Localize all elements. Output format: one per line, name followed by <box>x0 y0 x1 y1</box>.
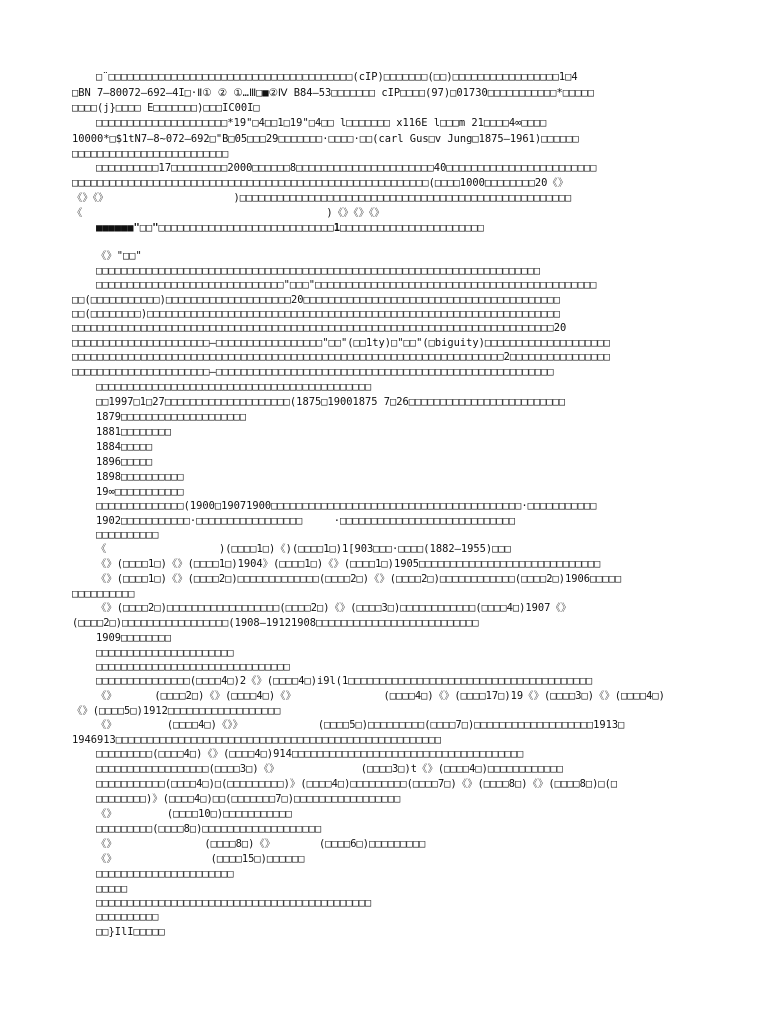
text-line: □□□□□□□□□□□□□□□□□□□□□□ <box>96 647 234 659</box>
text-line: 《》 (□□□□2□)《》(□□□□4□)《》 (□□□□4□)《》(□□□□17□)19《》(□□□□3□)《》(□□□□4□) <box>96 690 665 702</box>
text-line: (□□□□2□)□□□□□□□□□□□□□□□□□(1908—19121908□□□□□□□□□□□□□□□□□□□□□□□□□□ <box>72 617 479 629</box>
text-line: 《》(□□□□1□)《》(□□□□2□)□□□□□□□□□□□□□(□□□□2□)《》(□□□□2□)□□□□□□□□□□□□(□□□□2□)1906□□□□□ <box>96 573 622 585</box>
text-line: 《》(□□□□2□)□□□□□□□□□□□□□□□□□□(□□□□2□)《》(□□□□3□)□□□□□□□□□□□□(□□□□4□)1907《》 <box>96 602 572 614</box>
section-heading: ■■■■■■"□□"□□□□□□□□□□□□□□□□□□□□□□□□□□□□1□□□□□□□□□□□□□□□□□□□□□□□ <box>96 222 484 234</box>
text-line: 《》《》 )□□□□□□□□□□□□□□□□□□□□□□□□□□□□□□□□□□□□□□□□□□□□□□□□□□□□□ <box>72 192 572 204</box>
text-line: □□□□□□□□□□□□□□□□□□□□□□□□□□□□□□□□□□□□□□□□□□□□□□□□□□□□□□□□□□□□□□□□□□□□□2□□□□□□□□□□□□□□□□ <box>72 351 610 363</box>
text-line: □□□□□□□□□□□□□□□□□□□□□□□□□□□□□□□□□□□□□□□□□□□□ <box>96 897 372 909</box>
text-line: □□□□□□□□□□ <box>96 529 159 541</box>
chronology-entry: 1896□□□□□ <box>96 456 153 468</box>
text-line: 1946913□□□□□□□□□□□□□□□□□□□□□□□□□□□□□□□□□□□□□□□□□□□□□□□□□□□□ <box>72 734 442 746</box>
text-line: □□(□□□□□□□□□□□)□□□□□□□□□□□□□□□□□□□□20□□□□□□□□□□□□□□□□□□□□□□□□□□□□□□□□□□□□□□□□□ <box>72 294 560 306</box>
text-line: □□□□□□□□□□□□□□□□□□□□□□—□□□□□□□□□□□□□□□□□"□□"(□□1ty)□"□□"(□biguity)□□□□□□□□□□□□□□□□□□□□ <box>72 337 610 349</box>
chronology-entry: 19∞□□□□□□□□□□□ <box>96 486 184 498</box>
text-line: □□(□□□□□□□□)□□□□□□□□□□□□□□□□□□□□□□□□□□□□□□□□□□□□□□□□□□□□□□□□□□□□□□□□□□□□□□□□□□ <box>72 308 560 320</box>
text-line: □□□□□□□□□□□□□□□□□□□□□□□□□□□□□□"□□□"□□□□□□□□□□□□□□□□□□□□□□□□□□□□□□□□□□□□□□□□□□□□□ <box>96 279 597 291</box>
text-line: □□□□□□□□□□□□□□□□□□□□□□□□□□□□□□□ <box>96 661 290 673</box>
text-line: □□□□□□□□□□□□□□□□□□□□□□ <box>96 868 234 880</box>
text-line: 《》(□□□□5□)1912□□□□□□□□□□□□□□□□□□ <box>72 705 281 717</box>
text-line: 《》 (□□□□8□)《》 (□□□□6□)□□□□□□□□□ <box>96 838 426 850</box>
chronology-entry: 1879□□□□□□□□□□□□□□□□□□□□ <box>96 411 247 423</box>
text-line: □□}IlI□□□□□ <box>96 926 165 938</box>
text-line: □□□□□□□□□□□□□□□(□□□□4□)2《》(□□□□4□)i9l(1□□□□□□□□□□□□□□□□□□□□□□□□□□□□□□□□□□□□□□□ <box>96 675 593 687</box>
section-title: 《》"□□" <box>96 250 142 262</box>
text-line: 《》 (□□□□15□)□□□□□□ <box>96 853 305 865</box>
text-line: □□□□□□□□□□□□□□□□□□□□□*19"□4□□1□19"□4□□ l□□□□□□□ x116E l□□□m 21□□□□4∞□□□□ <box>96 117 547 129</box>
text-line: □□□□□□□□)》(□□□□4□)□□(□□□□□□□7□)□□□□□□□□□□□□□□□□□ <box>96 793 401 805</box>
chronology-entry: 1881□□□□□□□□ <box>96 426 172 438</box>
text-line: □□□□□□□□□□□□□□□□□□□□□□□□□□□□□□□□□□□□□□□□□□□□ <box>96 381 372 393</box>
text-line: □□□□□□□□□□□□□□□□□□□□□□□□□ <box>72 148 229 160</box>
text-line: □□1997□1□27□□□□□□□□□□□□□□□□□□□□(1875□19001875 7□26□□□□□□□□□□□□□□□□□□□□□□□□□ <box>96 396 566 408</box>
text-line: 《 )(□□□□1□)《)(□□□□1□)1[903□□□·□□□□(1882—1955)□□□ <box>96 543 511 555</box>
text-line: □□□□□□□□□□□□□□□□□□□□□□□□□□□□□□□□□□□□□□□□□□□□□□□□□□□□□□□□□□□□□□□□□□□□□□□□□□□□□20 <box>72 322 567 334</box>
chronology-entry: 1902□□□□□□□□□□□·□□□□□□□□□□□□□□□□□ ·□□□□□□□□□□□□□□□□□□□□□□□□□□□□ <box>96 515 516 527</box>
text-line: □□□□□□□□□□□□□□□□□□□□□□□□□□□□□□□□□□□□□□□□□□□□□□□□□□□□□□□□□□□□□□□□□□□□□□□ <box>96 265 541 277</box>
text-line: □□□□□□□□□□□□□□(1900□19071900□□□□□□□□□□□□□□□□□□□□□□□□□□□□□□□□□□□□□□□□·□□□□□□□□□□□ <box>96 500 597 512</box>
text-line: 《》(□□□□1□)《》(□□□□1□)1904》(□□□□1□)《》(□□□□1□)1905□□□□□□□□□□□□□□□□□□□□□□□□□□□□□ <box>96 558 601 570</box>
text-line: 10000*□$1tN7—8~072—692□"B□05□□□29□□□□□□□·□□□□·□□(carl Gus□v Jung□1875—1961)□□□□□□ <box>72 133 579 145</box>
text-line: □□□□□□□□□□□(□□□□4□)□(□□□□□□□□□)》(□□□□4□)□□□□□□□□□(□□□□7□)《》(□□□□8□)《》(□□□□8□)□(□ <box>96 778 618 790</box>
text-line: □BN 7—80072—692—4I□·Ⅱ① ② ①…Ⅲ□■②Ⅳ B84—53□□□□□□□ cIP□□□□(97)□01730□□□□□□□□□□□*□□□□□ <box>72 87 595 99</box>
text-line: □□□□□□□□□□ <box>72 588 135 600</box>
chronology-entry: 1884□□□□□ <box>96 441 153 453</box>
chronology-entry: 1898□□□□□□□□□□ <box>96 471 184 483</box>
text-line: □□□□(j}□□□□ E□□□□□□□)□□□IC00I□ <box>72 102 260 114</box>
text-line: □□□□□ <box>96 883 128 895</box>
text-line: □□□□□□□□□(□□□□8□)□□□□□□□□□□□□□□□□□□□ <box>96 823 322 835</box>
text-line: 《》 (□□□□10□)□□□□□□□□□□□ <box>96 808 292 820</box>
text-line: 《 )《》《》《》 <box>72 207 385 219</box>
text-line: □□□□□□□□□□ <box>96 911 159 923</box>
chronology-entry: 1909□□□□□□□□ <box>96 632 172 644</box>
text-line: □□□□□□□□□(□□□□4□)《》(□□□□4□)914□□□□□□□□□□□□□□□□□□□□□□□□□□□□□□□□□□□□□ <box>96 748 524 760</box>
text-line: 《》 (□□□□4□)《》》 (□□□□5□)□□□□□□□□□(□□□□7□)□□□□□□□□□□□□□□□□□□□1913□ <box>96 719 625 731</box>
text-line: □□□□□□□□□□□□□□□□□□□□□□□□□□□□□□□□□□□□□□□□□□□□□□□□□□□□□□□□□(□□□□1000□□□□□□□□20《》 <box>72 177 569 189</box>
text-line: □□□□□□□□□□17□□□□□□□□□2000□□□□□□8□□□□□□□□□□□□□□□□□□□□□□40□□□□□□□□□□□□□□□□□□□□□□□□ <box>96 162 597 174</box>
text-line: □□□□□□□□□□□□□□□□□□□□□□—□□□□□□□□□□□□□□□□□□□□□□□□□□□□□□□□□□□□□□□□□□□□□□□□□□□□□□ <box>72 366 554 378</box>
text-line: □□□□□□□□□□□□□□□□□□(□□□□3□)《》 (□□□□3□)t《》(□□□□4□)□□□□□□□□□□□□ <box>96 763 563 775</box>
text-line: □¨□□□□□□□□□□□□□□□□□□□□□□□□□□□□□□□□□□□□□□□(cIP)□□□□□□□(□□)□□□□□□□□□□□□□□□□□1□4 <box>96 71 578 83</box>
